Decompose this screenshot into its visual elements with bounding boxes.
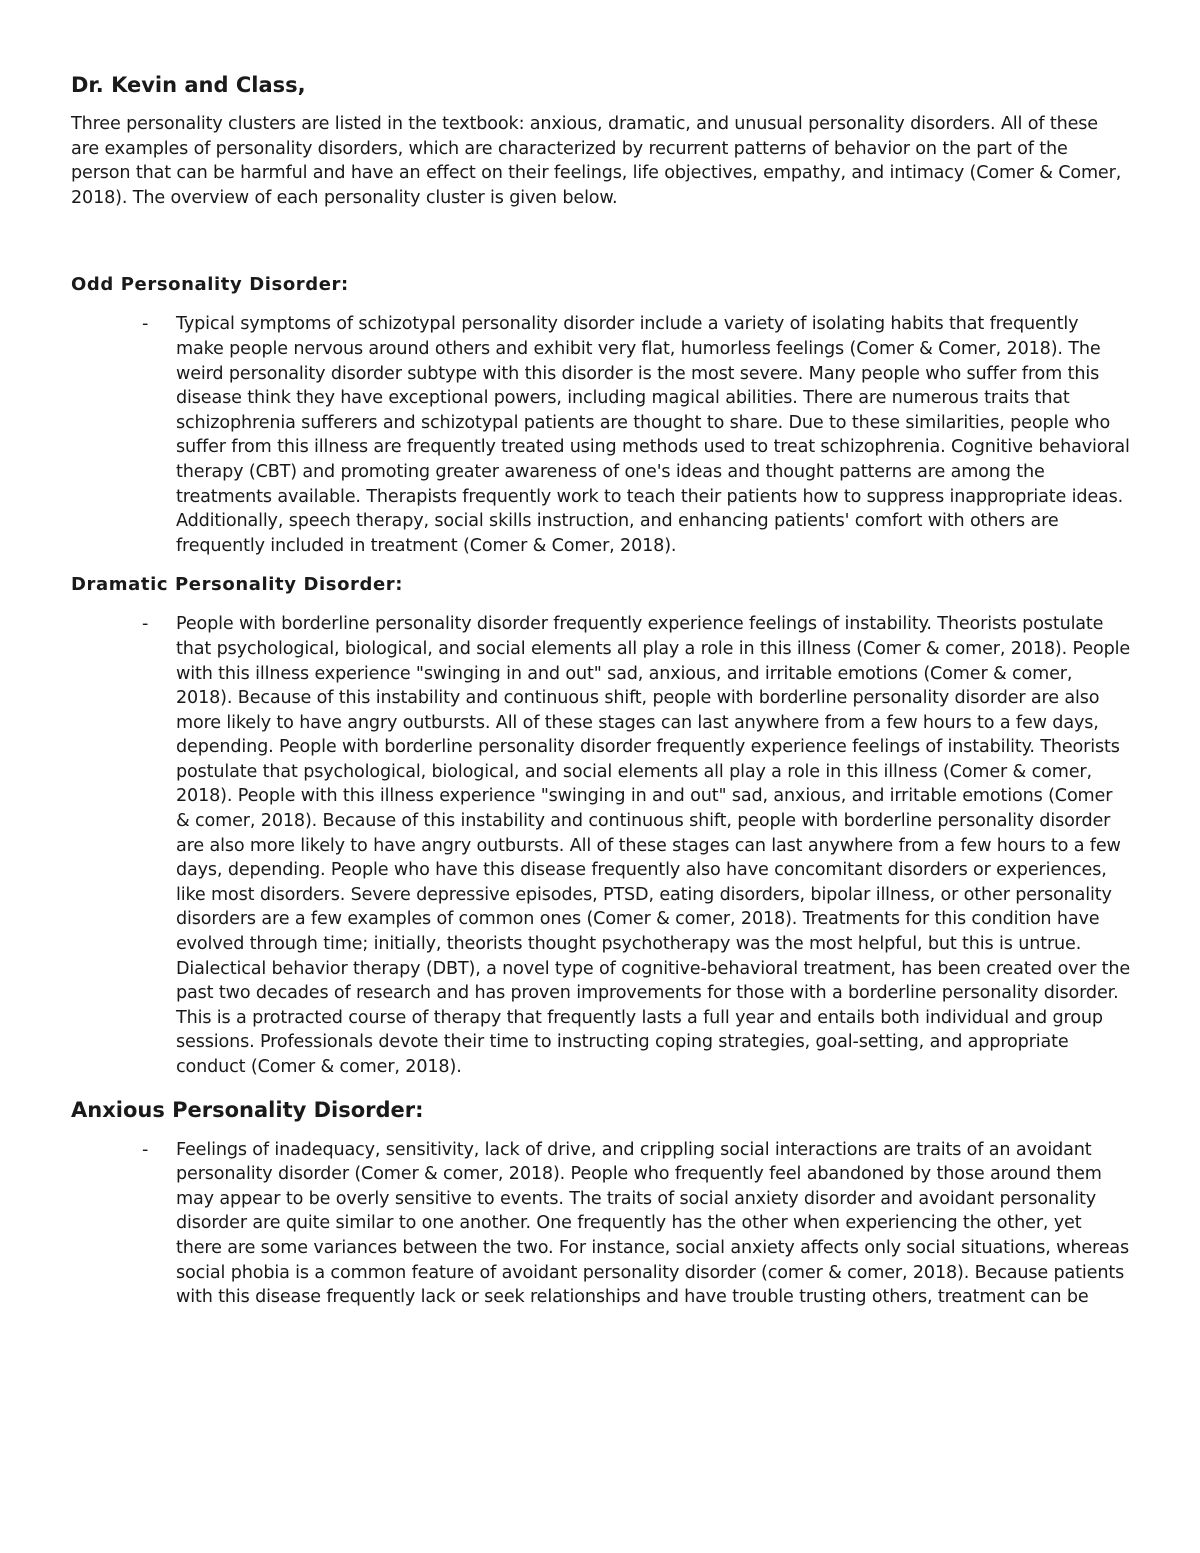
section-odd <box>71 272 1131 558</box>
list-item <box>71 1138 1131 1310</box>
section-dramatic <box>71 572 1131 1079</box>
list-item <box>71 612 1131 1079</box>
document-page <box>71 72 1131 1310</box>
section-body-odd: Typical symptoms of schizotypal personality disorder include a variety of isolating habits that frequently make people nervous around others and exhibit very flat, humorless feelings (Comer & Comer, 2018). The weird personality disorder subtype with this disorder is the most severe. Many people who suffer from this disease think they have exceptional powers, including magical abilities. There are numerous traits that schizophrenia sufferers and schizotypal patients are thought to share. Due to these similarities, people who suffer from this illness are frequently treated using methods used to treat schizophrenia. Cognitive behavioral therapy (CBT) and promoting greater awareness of one's ideas and thought patterns are among the treatments available. Therapists frequently work to teach their patients how to suppress inappropriate ideas. Additionally, speech therapy, social skills instruction, and enhancing patients' comfort with others are frequently included in treatment (Comer & Comer, 2018). <box>176 314 1130 556</box>
list-item <box>71 312 1131 558</box>
section-anxious <box>71 1096 1131 1310</box>
section-heading-anxious: Anxious Personality Disorder: <box>71 1097 424 1122</box>
section-body-anxious: Feelings of inadequacy, sensitivity, lack of drive, and crippling social interactions are traits of an avoidant personality disorder (Comer & comer, 2018). People who frequently feel abandoned by those around them may appear to be overly sensitive to events. The traits of social anxiety disorder and avoidant personality disorder are quite similar to one another. One frequently has the other when experiencing the other, yet there are some variances between the two. For instance, social anxiety affects only social situations, whereas social phobia is a common feature of avoidant personality disorder (comer & comer, 2018). Because patients with this disease frequently lack or seek relationships and have trouble trusting others, treatment can be <box>176 1139 1130 1308</box>
greeting: Dr. Kevin and Class, <box>71 73 306 97</box>
bullet-dash: - <box>142 1139 149 1160</box>
section-heading-dramatic: Dramatic Personality Disorder: <box>71 574 404 596</box>
section-body-dramatic: People with borderline personality disorder frequently experience feelings of instability. Theorists postulate that psychological, biological, and social elements all play a role in this illness (Comer & comer, 2018). People with this illness experience "swinging in and out" sad, anxious, and irritable emotions (Comer & comer, 2018). Because of this instability and continuous shift, people with borderline personality disorder are also more likely to have angry outbursts. All of these stages can last anywhere from a few hours to a few days, depending. People with borderline personality disorder frequently experience feelings of instability. Theorists postulate that psychological, biological, and social elements all play a role in this illness (Comer & comer, 2018). People with this illness experience "swinging in and out" sad, anxious, and irritable emotions (Comer & comer, 2018). Because of this instability and continuous shift, people with borderline personality disorder are also more likely to have angry outbursts. All of these stages can last anywhere from a few hours to a few days, depending. People who have this disease frequently also have concomitant disorders or experiences, like most disorders. Severe depressive episodes, PTSD, eating disorders, bipolar illness, or other personality disorders are a few examples of common ones (Comer & comer, 2018). Treatments for this condition have evolved through time; initially, theorists thought psychotherapy was the most helpful, but this is untrue. Dialectical behavior therapy (DBT), a novel type of cognitive-behavioral treatment, has been created over the past two decades of research and has proven improvements for those with a borderline personality disorder. This is a protracted course of therapy that frequently lasts a full year and entails both individual and group sessions. Professionals devote their time to instructing coping strategies, goal-setting, and appropriate conduct (Comer & comer, 2018). <box>176 614 1131 1077</box>
bullet-dash: - <box>142 314 149 335</box>
section-heading-odd: Odd Personality Disorder: <box>71 274 349 296</box>
intro-paragraph: Three personality clusters are listed in the textbook: anxious, dramatic, and unusual personality disorders. All of these are examples of personality disorders, which are characterized by recurrent patterns of behavior on the part of the person that can be harmful and have an effect on their feelings, life objectives, empathy, and intimacy (Comer & Comer, 2018). The overview of each personality cluster is given below. <box>71 114 1122 208</box>
bullet-dash: - <box>142 614 149 635</box>
